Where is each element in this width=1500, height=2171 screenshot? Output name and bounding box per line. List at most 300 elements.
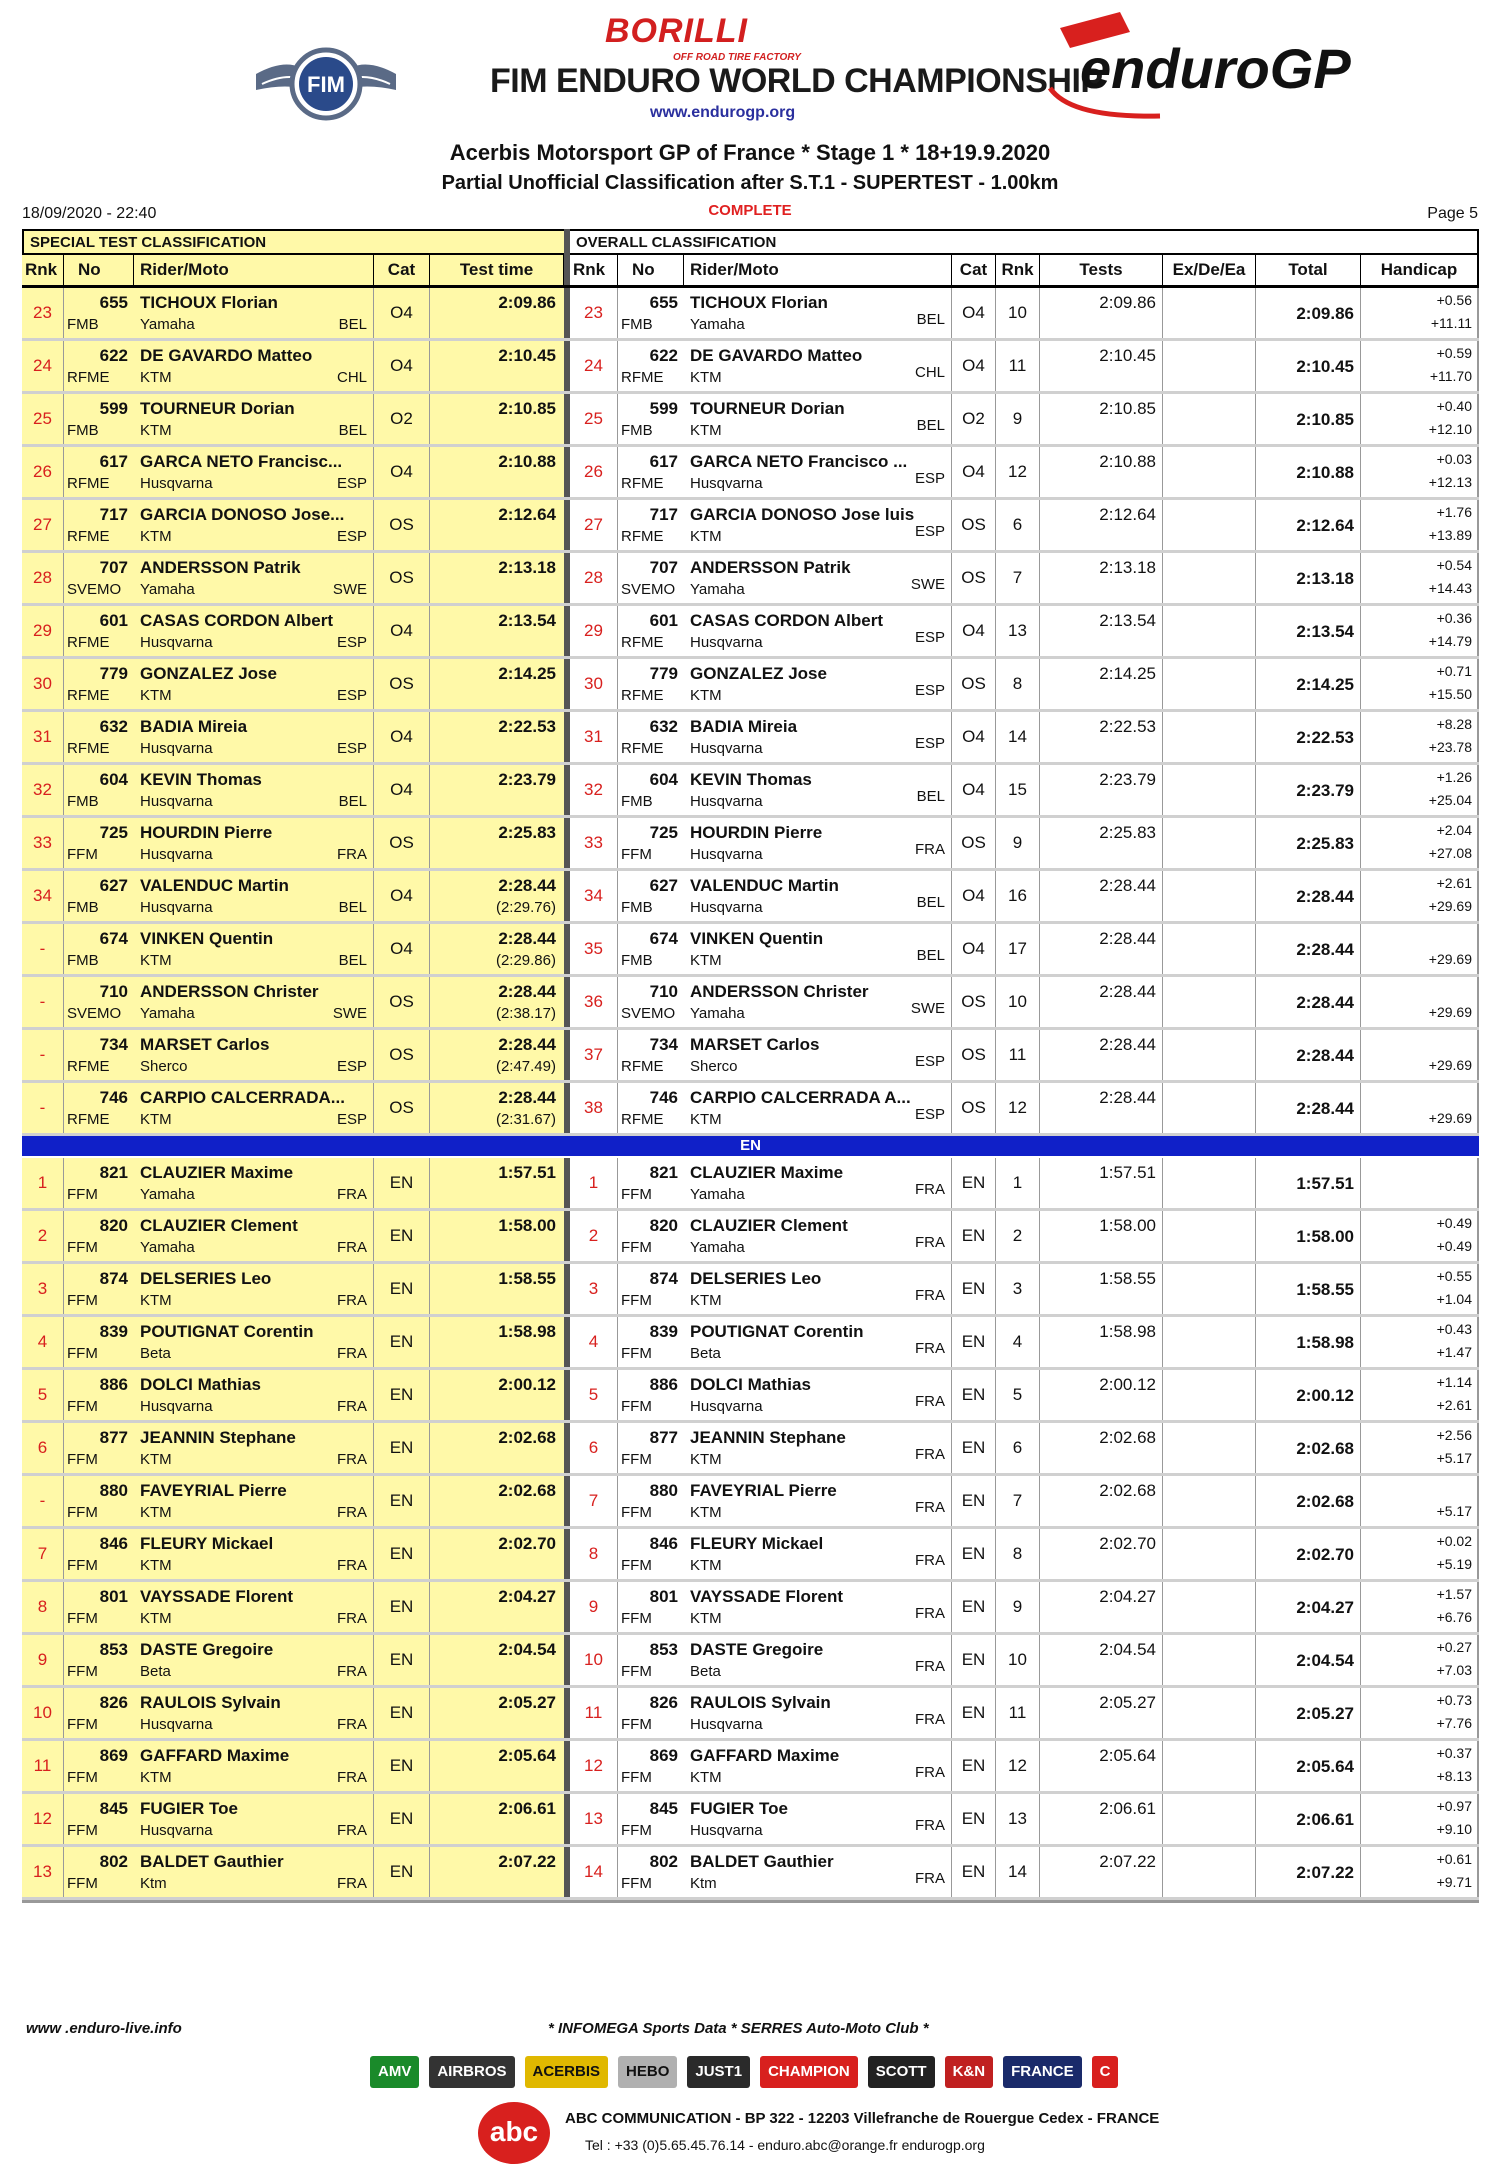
penalties-cell xyxy=(1163,1794,1256,1844)
gap-previous: +1.26 xyxy=(1436,769,1472,785)
classification-table xyxy=(22,229,1479,1903)
overall-rank-cell: 27 xyxy=(570,500,618,550)
number-cell xyxy=(64,765,134,815)
rank-cell: 6 xyxy=(22,1423,64,1473)
rider-name: CARPIO CALCERRADA... xyxy=(140,1088,345,1107)
handicap-cell xyxy=(1361,1370,1479,1420)
total-time: 2:28.44 xyxy=(1296,940,1354,959)
tests-cell xyxy=(1040,1529,1163,1579)
rider-number: 717 xyxy=(649,505,678,524)
nationality: ESP xyxy=(914,682,945,699)
nationality: BEL xyxy=(916,947,945,964)
overall-rank-cell: 8 xyxy=(570,1529,618,1579)
motorcycle: KTM xyxy=(140,1451,172,1468)
handicap-cell xyxy=(1361,1741,1479,1791)
rider-cell xyxy=(134,1370,374,1420)
handicap-cell xyxy=(1361,1582,1479,1632)
sponsor-logo: JUST1 xyxy=(687,2056,750,2088)
handicap-cell xyxy=(1361,1529,1479,1579)
rank-cell: 32 xyxy=(22,765,64,815)
handicap-cell xyxy=(1361,1317,1479,1367)
rider-number: 826 xyxy=(649,1693,678,1712)
gap-leader: +15.50 xyxy=(1428,686,1472,702)
motorcycle: KTM xyxy=(690,687,722,704)
rider-name: ANDERSSON Christer xyxy=(140,982,319,1001)
overall-rider-cell xyxy=(684,1158,952,1208)
overall-rank-cell: 2 xyxy=(570,1211,618,1261)
category-cell: EN xyxy=(374,1158,430,1208)
total-cell xyxy=(1256,288,1361,338)
federation: FMB xyxy=(67,316,99,333)
category-cell: OS xyxy=(374,1083,430,1133)
tests-time: 2:28.44 xyxy=(1099,876,1156,895)
number-cell xyxy=(64,1317,134,1367)
rider-number: 601 xyxy=(649,611,678,630)
federation: FFM xyxy=(67,1663,98,1680)
handicap-cell xyxy=(1361,394,1479,444)
col-header-cat: Cat xyxy=(374,255,430,285)
overall-rider-cell xyxy=(684,977,952,1027)
nationality: FRA xyxy=(337,1451,367,1468)
motorcycle: Yamaha xyxy=(140,1239,195,1256)
total-time: 2:04.54 xyxy=(1296,1651,1354,1670)
table-row xyxy=(22,606,1479,659)
total-time: 2:06.61 xyxy=(1296,1810,1354,1829)
motorcycle: KTM xyxy=(140,1769,172,1786)
tests-cell xyxy=(1040,924,1163,974)
abc-contact: Tel : +33 (0)5.65.45.76.14 - enduro.abc@orange.fr endurogp.org xyxy=(585,2137,985,2153)
number-cell xyxy=(64,1582,134,1632)
rank-cell: - xyxy=(22,1030,64,1080)
penalties-cell xyxy=(1163,341,1256,391)
test-time: 1:57.51 xyxy=(498,1163,556,1182)
federation: FFM xyxy=(621,1875,652,1892)
gap-previous: +0.49 xyxy=(1436,1215,1472,1231)
number-cell xyxy=(64,447,134,497)
overall-rider-cell xyxy=(684,1582,952,1632)
gap-leader: +11.70 xyxy=(1429,368,1472,384)
penalties-cell xyxy=(1163,1529,1256,1579)
overall-number-cell xyxy=(618,394,684,444)
rider-number: 710 xyxy=(649,982,678,1001)
borilli-subtitle: OFF ROAD TIRE FACTORY xyxy=(673,52,801,63)
test-time-cell xyxy=(430,712,564,762)
gap-leader: +13.89 xyxy=(1428,527,1472,543)
tests-cell xyxy=(1040,341,1163,391)
rider-name: VINKEN Quentin xyxy=(140,929,274,948)
number-cell xyxy=(64,553,134,603)
nationality: FRA xyxy=(915,1870,945,1887)
rank-cell: 11 xyxy=(22,1741,64,1791)
tests-time: 1:58.55 xyxy=(1099,1269,1156,1288)
rider-number: 632 xyxy=(649,717,678,736)
page-header xyxy=(0,0,1500,220)
federation: RFME xyxy=(621,1111,664,1128)
handicap-cell xyxy=(1361,553,1479,603)
rider-name: FUGIER Toe xyxy=(690,1799,788,1818)
motorcycle: Sherco xyxy=(690,1058,738,1075)
category-cell: EN xyxy=(374,1317,430,1367)
nationality: FRA xyxy=(915,1605,945,1622)
tests-time: 2:04.54 xyxy=(1099,1640,1156,1659)
rider-cell xyxy=(134,1317,374,1367)
sponsor-logo: AMV xyxy=(370,2056,419,2088)
test-time-cell xyxy=(430,818,564,868)
total-cell xyxy=(1256,1476,1361,1526)
motorcycle: Husqvarna xyxy=(140,1398,213,1415)
federation: FFM xyxy=(67,1186,98,1203)
rider-cell xyxy=(134,1529,374,1579)
website-link[interactable]: www.endurogp.org xyxy=(650,104,796,121)
test-time: 2:00.12 xyxy=(498,1375,556,1394)
nationality: FRA xyxy=(337,1345,367,1362)
overall-rider-cell xyxy=(684,288,952,338)
rank-cell: 12 xyxy=(22,1794,64,1844)
overall-category-cell: O4 xyxy=(952,924,996,974)
category-cell: EN xyxy=(374,1741,430,1791)
rider-cell xyxy=(134,818,374,868)
class-divider-en: EN xyxy=(22,1136,1479,1156)
class-rank-cell: 8 xyxy=(996,659,1040,709)
class-rank-cell: 13 xyxy=(996,606,1040,656)
rider-name: GARCA NETO Francisc... xyxy=(140,452,343,471)
tests-time: 2:05.64 xyxy=(1099,1746,1156,1765)
nationality: BEL xyxy=(338,952,367,969)
rider-cell xyxy=(134,606,374,656)
tests-cell xyxy=(1040,818,1163,868)
rider-name: GARCIA DONOSO Jose luis xyxy=(690,505,915,524)
tests-time: 2:28.44 xyxy=(1099,1035,1156,1054)
handicap-cell xyxy=(1361,1030,1479,1080)
motorcycle: KTM xyxy=(690,1610,722,1627)
nationality: FRA xyxy=(915,1393,945,1410)
rider-number: 599 xyxy=(649,399,678,418)
rider-cell xyxy=(134,500,374,550)
total-cell xyxy=(1256,1529,1361,1579)
gap-previous: +0.97 xyxy=(1436,1798,1472,1814)
penalties-cell xyxy=(1163,1582,1256,1632)
test-time-cell xyxy=(430,1847,564,1897)
gap-leader: +5.17 xyxy=(1436,1450,1472,1466)
federation: FFM xyxy=(67,1292,98,1309)
motorcycle: KTM xyxy=(690,1292,722,1309)
category-cell: EN xyxy=(374,1794,430,1844)
rider-name: CASAS CORDON Albert xyxy=(690,611,883,630)
gap-leader: +6.76 xyxy=(1436,1609,1472,1625)
class-rank-cell: 14 xyxy=(996,712,1040,762)
class-rank-cell: 6 xyxy=(996,1423,1040,1473)
rider-number: 877 xyxy=(99,1428,128,1447)
motorcycle: Husqvarna xyxy=(140,634,213,651)
nationality: CHL xyxy=(336,369,367,386)
overall-number-cell xyxy=(618,1476,684,1526)
test-time-cell xyxy=(430,1582,564,1632)
overall-number-cell xyxy=(618,1317,684,1367)
tests-cell xyxy=(1040,712,1163,762)
test-time: 2:06.61 xyxy=(498,1799,556,1818)
handicap-cell xyxy=(1361,1158,1479,1208)
overall-rank-cell: 13 xyxy=(570,1794,618,1844)
rider-number: 877 xyxy=(649,1428,678,1447)
col-header-handicap: Handicap xyxy=(1361,255,1479,285)
motorcycle: KTM xyxy=(690,369,722,386)
number-cell xyxy=(64,871,134,921)
rider-name: CLAUZIER Clement xyxy=(140,1216,298,1235)
overall-rank-cell: 25 xyxy=(570,394,618,444)
nationality: FRA xyxy=(915,1181,945,1198)
table-row xyxy=(22,712,1479,765)
rider-cell xyxy=(134,659,374,709)
gap-previous: +1.14 xyxy=(1436,1374,1472,1390)
rider-number: 880 xyxy=(649,1481,678,1500)
overall-rider-cell xyxy=(684,1370,952,1420)
sponsor-logo: FRANCE xyxy=(1003,2056,1082,2088)
rider-name: FAVEYRIAL Pierre xyxy=(690,1481,837,1500)
col-header-overall-no: No xyxy=(618,255,684,285)
number-cell xyxy=(64,1211,134,1261)
tests-time: 1:58.00 xyxy=(1099,1216,1156,1235)
overall-rider-cell xyxy=(684,553,952,603)
penalties-cell xyxy=(1163,818,1256,868)
tests-time: 1:58.98 xyxy=(1099,1322,1156,1341)
test-time: 2:28.44 xyxy=(498,876,556,895)
penalties-cell xyxy=(1163,1635,1256,1685)
handicap-cell xyxy=(1361,924,1479,974)
class-rank-cell: 2 xyxy=(996,1211,1040,1261)
nationality: FRA xyxy=(337,846,367,863)
class-rank-cell: 10 xyxy=(996,977,1040,1027)
number-cell xyxy=(64,1264,134,1314)
overall-rider-cell xyxy=(684,1635,952,1685)
sponsor-logo: AIRBROS xyxy=(429,2056,514,2088)
overall-rank-cell: 28 xyxy=(570,553,618,603)
handicap-cell xyxy=(1361,1794,1479,1844)
overall-rider-cell xyxy=(684,1847,952,1897)
federation: FFM xyxy=(621,1610,652,1627)
overall-rider-cell xyxy=(684,1529,952,1579)
gap-leader: +14.79 xyxy=(1428,633,1472,649)
nationality: FRA xyxy=(337,1716,367,1733)
rider-number: 622 xyxy=(99,346,128,365)
gap-previous: +0.54 xyxy=(1436,557,1472,573)
rider-name: KEVIN Thomas xyxy=(140,770,262,789)
overall-rank-cell: 9 xyxy=(570,1582,618,1632)
gap-leader: +29.69 xyxy=(1428,898,1472,914)
overall-rider-cell xyxy=(684,924,952,974)
federation: RFME xyxy=(621,369,664,386)
test-time-cell xyxy=(430,1688,564,1738)
rider-cell xyxy=(134,288,374,338)
motorcycle: Beta xyxy=(140,1345,171,1362)
rider-number: 886 xyxy=(99,1375,128,1394)
rider-number: 746 xyxy=(649,1088,678,1107)
col-header-overall-rnk: Rnk xyxy=(570,255,618,285)
rider-number: 779 xyxy=(99,664,128,683)
category-cell: EN xyxy=(374,1582,430,1632)
handicap-cell xyxy=(1361,1635,1479,1685)
rider-name: DE GAVARDO Matteo xyxy=(690,346,863,365)
sponsor-logo: HEBO xyxy=(618,2056,677,2088)
test-time: 2:02.68 xyxy=(498,1428,556,1447)
total-cell xyxy=(1256,1423,1361,1473)
motorcycle: KTM xyxy=(690,422,722,439)
overall-category-cell: EN xyxy=(952,1688,996,1738)
table-row xyxy=(22,341,1479,394)
federation: RFME xyxy=(621,687,664,704)
rider-name: CLAUZIER Maxime xyxy=(690,1163,844,1182)
total-time: 2:02.68 xyxy=(1296,1439,1354,1458)
category-cell: EN xyxy=(374,1423,430,1473)
total-cell xyxy=(1256,765,1361,815)
class-rank-cell: 16 xyxy=(996,871,1040,921)
federation: FMB xyxy=(621,952,653,969)
test-time: 1:58.55 xyxy=(498,1269,556,1288)
nationality: SWE xyxy=(332,581,367,598)
tests-cell xyxy=(1040,1211,1163,1261)
total-cell xyxy=(1256,924,1361,974)
total-time: 2:02.70 xyxy=(1296,1545,1354,1564)
test-time: 2:02.68 xyxy=(498,1481,556,1500)
table-row xyxy=(22,818,1479,871)
penalties-cell xyxy=(1163,1688,1256,1738)
gap-leader: +11.11 xyxy=(1430,315,1472,331)
federation: RFME xyxy=(67,475,110,492)
rank-cell: 23 xyxy=(22,288,64,338)
total-time: 2:25.83 xyxy=(1296,834,1354,853)
category-cell: O4 xyxy=(374,341,430,391)
total-time: 1:57.51 xyxy=(1296,1174,1354,1193)
category-cell: EN xyxy=(374,1264,430,1314)
rider-cell xyxy=(134,765,374,815)
rider-name: JEANNIN Stephane xyxy=(690,1428,846,1447)
rider-number: 853 xyxy=(99,1640,128,1659)
overall-number-cell xyxy=(618,871,684,921)
federation: RFME xyxy=(67,528,110,545)
rider-number: 821 xyxy=(649,1163,678,1182)
col-header-overall-cat: Cat xyxy=(952,255,996,285)
gap-previous: +1.76 xyxy=(1436,504,1472,520)
rider-name: DOLCI Mathias xyxy=(690,1375,811,1394)
table-row xyxy=(22,1688,1479,1741)
category-cell: OS xyxy=(374,553,430,603)
motorcycle: Husqvarna xyxy=(690,634,763,651)
test-time: 2:12.64 xyxy=(498,505,556,524)
table-row xyxy=(22,1370,1479,1423)
total-time: 2:07.22 xyxy=(1296,1863,1354,1882)
gap-leader: +29.69 xyxy=(1428,1110,1472,1126)
overall-number-cell xyxy=(618,1529,684,1579)
rider-name: GARCA NETO Francisco ... xyxy=(690,452,908,471)
gap-previous: +1.57 xyxy=(1436,1586,1472,1602)
nationality: BEL xyxy=(338,316,367,333)
rider-cell xyxy=(134,1158,374,1208)
federation: FFM xyxy=(621,1663,652,1680)
nationality: FRA xyxy=(915,1340,945,1357)
rider-number: 627 xyxy=(649,876,678,895)
number-cell xyxy=(64,1083,134,1133)
nationality: ESP xyxy=(914,1106,945,1123)
category-cell: EN xyxy=(374,1370,430,1420)
overall-category-cell: OS xyxy=(952,1030,996,1080)
tests-cell xyxy=(1040,659,1163,709)
rank-cell: 7 xyxy=(22,1529,64,1579)
rider-number: 707 xyxy=(99,558,128,577)
class-rank-cell: 10 xyxy=(996,288,1040,338)
footer-website[interactable]: www .enduro-live.info xyxy=(26,2020,182,2037)
gap-leader: +29.69 xyxy=(1428,1057,1472,1073)
rider-cell xyxy=(134,1635,374,1685)
fim-logo-text: FIM xyxy=(307,72,345,97)
overall-rider-cell xyxy=(684,1317,952,1367)
overall-rider-cell xyxy=(684,1083,952,1133)
nationality: FRA xyxy=(337,1875,367,1892)
rank-cell: 31 xyxy=(22,712,64,762)
rider-number: 734 xyxy=(99,1035,128,1054)
special-test-section-title: SPECIAL TEST CLASSIFICATION xyxy=(22,229,564,255)
rider-cell xyxy=(134,341,374,391)
total-cell xyxy=(1256,1635,1361,1685)
total-time: 2:12.64 xyxy=(1296,516,1354,535)
overall-rank-cell: 12 xyxy=(570,1741,618,1791)
overall-rank-cell: 35 xyxy=(570,924,618,974)
overall-category-cell: EN xyxy=(952,1847,996,1897)
class-rank-cell: 6 xyxy=(996,500,1040,550)
nationality: FRA xyxy=(337,1663,367,1680)
gap-leader: +12.10 xyxy=(1428,421,1472,437)
total-time: 2:05.27 xyxy=(1296,1704,1354,1723)
motorcycle: Husqvarna xyxy=(690,1822,763,1839)
overall-number-cell xyxy=(618,447,684,497)
nationality: FRA xyxy=(915,1499,945,1516)
rank-cell: 28 xyxy=(22,553,64,603)
number-cell xyxy=(64,1635,134,1685)
gap-leader: +9.10 xyxy=(1436,1821,1472,1837)
federation: FFM xyxy=(67,1610,98,1627)
category-cell: OS xyxy=(374,977,430,1027)
test-time-cell xyxy=(430,1083,564,1133)
overall-number-cell xyxy=(618,1635,684,1685)
total-cell xyxy=(1256,1688,1361,1738)
test-time-raw: (2:31.67) xyxy=(495,1111,556,1128)
total-time: 2:22.53 xyxy=(1296,728,1354,747)
overall-rank-cell: 29 xyxy=(570,606,618,656)
federation: FMB xyxy=(67,952,99,969)
overall-rank-cell: 14 xyxy=(570,1847,618,1897)
overall-number-cell xyxy=(618,1741,684,1791)
overall-number-cell xyxy=(618,765,684,815)
number-cell xyxy=(64,500,134,550)
handicap-cell xyxy=(1361,818,1479,868)
motorcycle: Yamaha xyxy=(690,316,745,333)
rider-name: RAULOIS Sylvain xyxy=(140,1693,281,1712)
gap-leader: +0.49 xyxy=(1436,1238,1472,1254)
table-row xyxy=(22,1083,1479,1136)
total-time: 2:28.44 xyxy=(1296,1099,1354,1118)
motorcycle: KTM xyxy=(140,422,172,439)
rider-name: CLAUZIER Clement xyxy=(690,1216,848,1235)
tests-cell xyxy=(1040,1635,1163,1685)
overall-number-cell xyxy=(618,1158,684,1208)
motorcycle: KTM xyxy=(690,1451,722,1468)
test-time-cell xyxy=(430,977,564,1027)
tests-time: 2:02.68 xyxy=(1099,1481,1156,1500)
total-cell xyxy=(1256,1264,1361,1314)
class-rank-cell: 11 xyxy=(996,1688,1040,1738)
overall-category-cell: OS xyxy=(952,818,996,868)
rider-number: 802 xyxy=(649,1852,678,1871)
overall-number-cell xyxy=(618,1370,684,1420)
handicap-cell xyxy=(1361,765,1479,815)
